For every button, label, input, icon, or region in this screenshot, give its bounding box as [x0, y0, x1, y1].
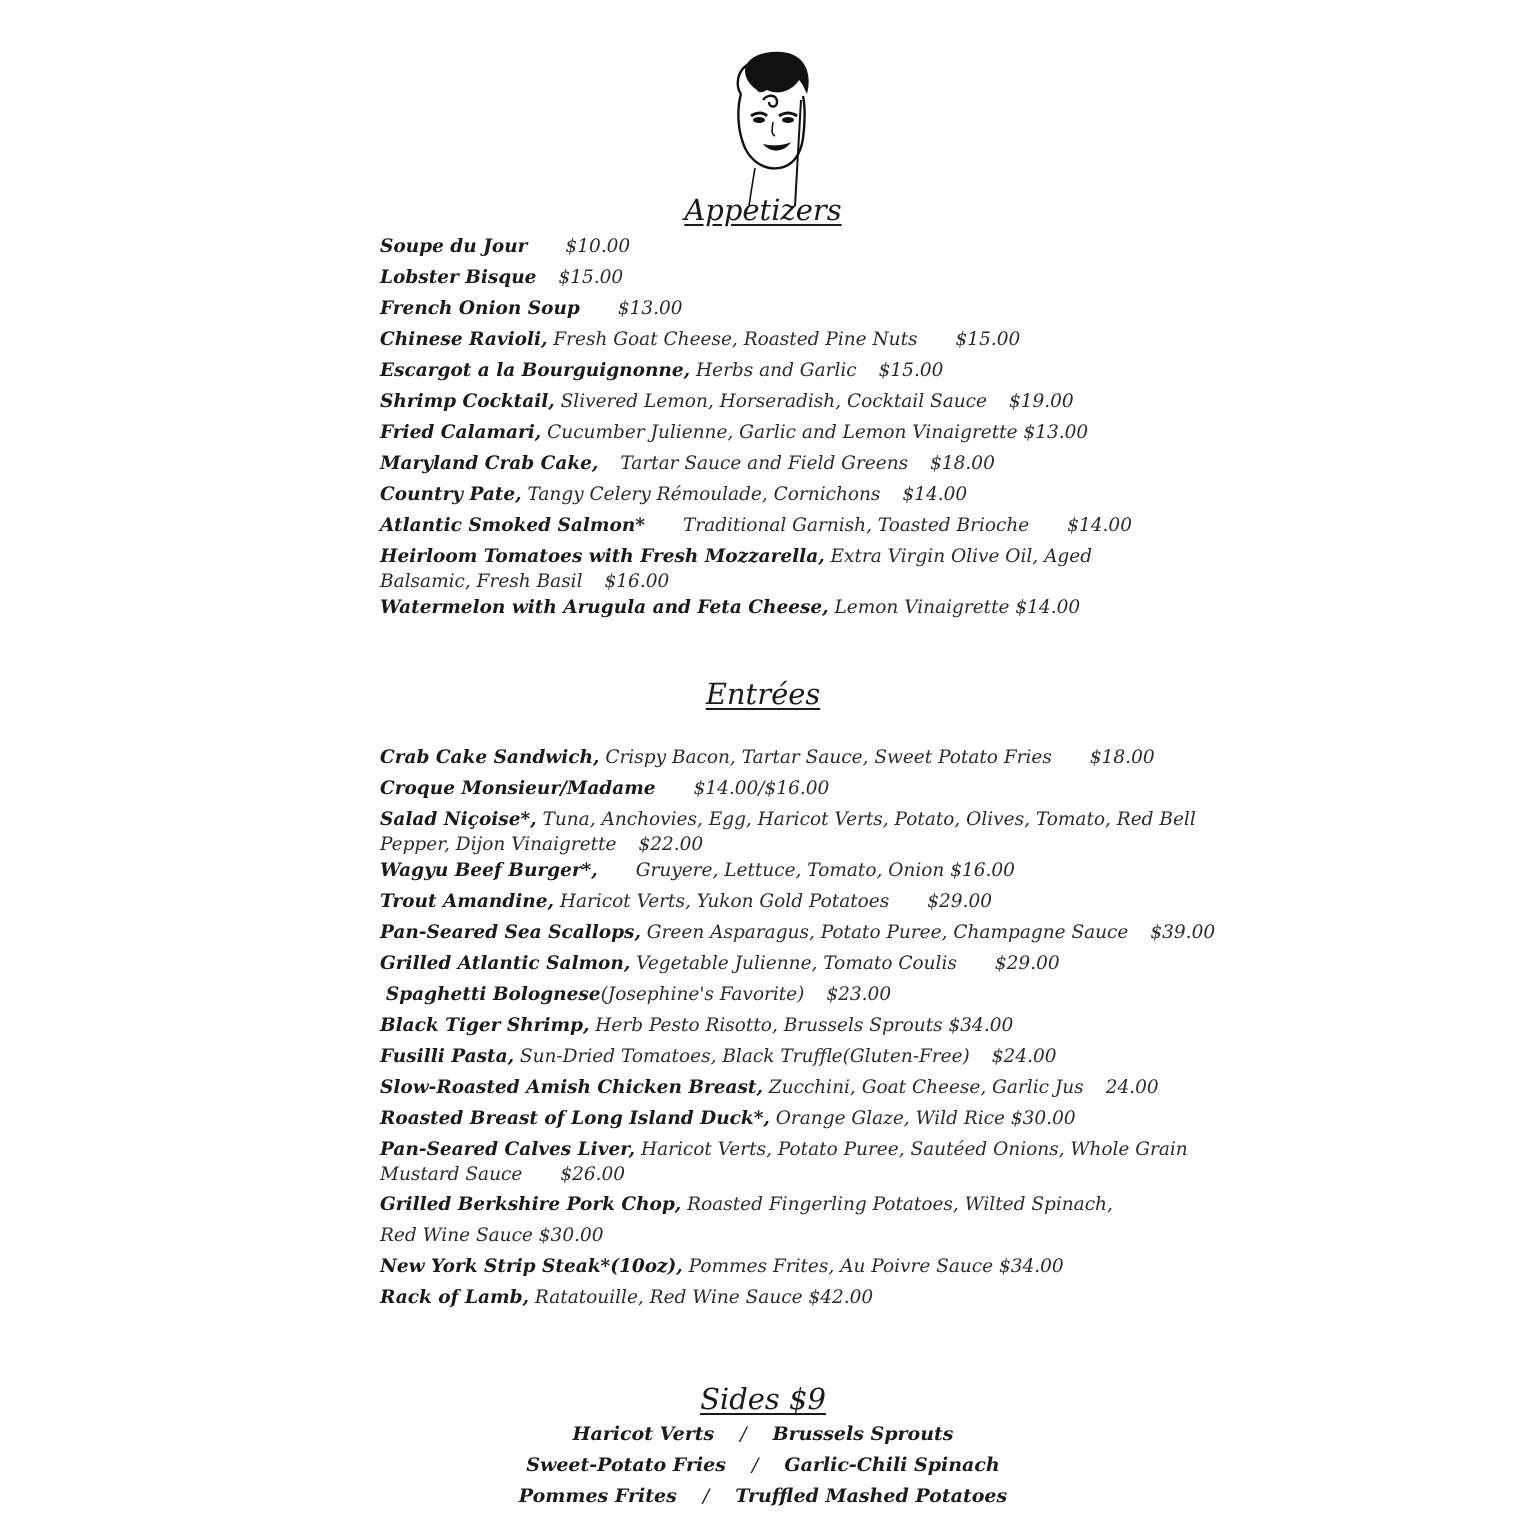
sides-row [0, 1486, 1526, 1517]
menu-item [380, 299, 1140, 330]
item-price: $29.00 [927, 891, 992, 912]
item-name: Atlantic Smoked Salmon* [380, 515, 645, 536]
item-price: $15.00 [955, 329, 1021, 350]
item-description: Roasted Fingerling Potatoes, Wilted Spinach, [687, 1194, 1113, 1215]
item-name: Fusilli Pasta, [380, 1046, 515, 1067]
item-description: Sun-Dried Tomatoes, Black Truffle(Gluten-Free) [519, 1046, 970, 1067]
sides-row [0, 1455, 1526, 1486]
side-separator: / [740, 1423, 747, 1445]
item-description-continued: Mustard Sauce [380, 1164, 523, 1185]
item-price: $24.00 [991, 1046, 1057, 1067]
item-name: Wagyu Beef Burger*, [380, 860, 598, 881]
item-price: $10.00 [565, 236, 631, 257]
item-name: Pan-Seared Calves Liver, [380, 1139, 636, 1160]
item-name: Soupe du Jour [380, 236, 528, 257]
menu-item [380, 485, 1140, 516]
item-name: Heirloom Tomatoes with Fresh Mozzarella, [380, 546, 825, 567]
item-price: $30.00 [1010, 1108, 1076, 1129]
item-name: Maryland Crab Cake, [380, 453, 599, 474]
appetizers-heading: Appetizers [684, 193, 842, 227]
menu-item [380, 547, 1140, 592]
item-price: $19.00 [1008, 391, 1074, 412]
menu-item [380, 268, 1140, 299]
item-name: Grilled Berkshire Pork Chop, [380, 1194, 682, 1215]
item-name: Grilled Atlantic Salmon, [380, 953, 631, 974]
item-description: Green Asparagus, Potato Puree, Champagne Sauce [646, 922, 1129, 943]
item-price: $14.00 [902, 484, 968, 505]
side-separator: / [751, 1454, 759, 1476]
side-item: Garlic-Chili Spinach [784, 1454, 1000, 1476]
menu-item [380, 861, 1140, 892]
side-item: Haricot Verts [572, 1423, 715, 1445]
item-description: (Josephine's Favorite) [600, 984, 805, 1005]
item-price: $18.00 [930, 453, 995, 474]
entrees-heading: Entrées [705, 677, 821, 711]
menu-item [380, 985, 1140, 1016]
item-description: Herb Pesto Risotto, Brussels Sprouts [595, 1015, 943, 1036]
item-name: Chinese Ravioli, [380, 329, 548, 350]
appetizers-list [380, 237, 1140, 629]
entrees-list [380, 747, 1216, 1319]
item-price: $34.00 [948, 1015, 1014, 1036]
item-description: Fresh Goat Cheese, Roasted Pine Nuts [553, 329, 918, 350]
woman-face-logo-icon [727, 50, 823, 208]
item-price: $13.00 [1023, 422, 1089, 443]
menu-item [380, 1288, 1140, 1319]
item-name: Pan-Seared Sea Scallops, [380, 922, 641, 943]
item-price: $34.00 [998, 1256, 1064, 1277]
menu-item [380, 1016, 1140, 1047]
item-name: Trout Amandine, [380, 891, 554, 912]
item-description: Slivered Lemon, Horseradish, Cocktail Sauce [560, 391, 987, 412]
item-price: $13.00 [617, 298, 683, 319]
item-name: Lobster Bisque [380, 267, 537, 288]
item-name: Croque Monsieur/Madame [380, 778, 656, 799]
item-name: New York Strip Steak*(10oz), [380, 1256, 683, 1277]
item-name: Rack of Lamb, [380, 1287, 529, 1308]
menu-item [380, 1077, 1159, 1109]
item-price: $18.00 [1089, 747, 1155, 768]
item-description: Haricot Verts, Potato Puree, Sautéed Onions, Whole Grain [640, 1139, 1188, 1160]
item-description: Pommes Frites, Au Poivre Sauce [688, 1256, 994, 1277]
item-price: $42.00 [808, 1287, 874, 1308]
menu-item [380, 922, 1216, 954]
item-name: Black Tiger Shrimp, [380, 1015, 590, 1036]
menu-item [380, 454, 1140, 485]
item-description: Tuna, Anchovies, Egg, Haricot Verts, Potato, Olives, Tomato, Red Bell [542, 809, 1196, 830]
menu-item [380, 1047, 1140, 1078]
item-price: $22.00 [638, 834, 704, 855]
item-price: $14.00/$16.00 [693, 778, 830, 799]
side-item: Pommes Frites [518, 1485, 677, 1507]
item-name: Roasted Breast of Long Island Duck*, [380, 1108, 770, 1129]
item-description: Haricot Verts, Yukon Gold Potatoes [559, 891, 890, 912]
menu-item [380, 361, 1140, 392]
item-description: Vegetable Julienne, Tomato Coulis [636, 953, 957, 974]
item-description-continued: Balsamic, Fresh Basil [380, 571, 583, 592]
item-name: Shrimp Cocktail, [380, 391, 555, 412]
menu-item [380, 598, 1140, 629]
item-description: Tartar Sauce and Field Greens [620, 453, 909, 474]
menu-item [380, 392, 1140, 423]
menu-item [380, 1139, 1188, 1185]
item-description: Gruyere, Lettuce, Tomato, Onion [635, 860, 945, 881]
item-price: $30.00 [538, 1225, 604, 1246]
item-name: Slow-Roasted Amish Chicken Breast, [380, 1077, 763, 1098]
item-description: Orange Glaze, Wild Rice [775, 1108, 1005, 1129]
item-description: Zucchini, Goat Cheese, Garlic Jus [768, 1077, 1084, 1098]
item-description-continued: Pepper, Dijon Vinaigrette [380, 834, 617, 855]
item-description: Crispy Bacon, Tartar Sauce, Sweet Potato Fries [605, 747, 1052, 768]
menu-item [380, 747, 1155, 779]
menu-item [380, 779, 1140, 810]
side-item: Brussels Sprouts [772, 1423, 954, 1445]
item-price: $16.00 [950, 860, 1015, 881]
menu-item [380, 1257, 1140, 1288]
item-name: Fried Calamari, [380, 422, 542, 443]
menu-item [380, 516, 1140, 547]
item-name: Salad Niçoise*, [380, 809, 537, 830]
item-price: 24.00 [1105, 1077, 1159, 1098]
item-description: Herbs and Garlic [695, 360, 857, 381]
item-description: Extra Virgin Olive Oil, Aged [830, 546, 1093, 567]
item-description: Lemon Vinaigrette [834, 597, 1010, 618]
item-name: Country Pate, [380, 484, 522, 505]
item-description: Cucumber Julienne, Garlic and Lemon Vinaigrette [547, 422, 1018, 443]
item-price: $23.00 [826, 984, 892, 1005]
item-name: Crab Cake Sandwich, [380, 747, 600, 768]
item-price: $14.00 [1015, 597, 1081, 618]
item-price: $26.00 [560, 1164, 626, 1185]
menu-item [380, 1195, 1140, 1246]
side-separator: / [702, 1485, 710, 1507]
side-item: Truffled Mashed Potatoes [735, 1485, 1008, 1507]
item-price: $15.00 [558, 267, 624, 288]
menu-item [380, 237, 1140, 268]
item-name: French Onion Soup [380, 298, 580, 319]
item-price: $39.00 [1150, 922, 1216, 943]
item-name: Spaghetti Bolognese [385, 984, 601, 1005]
item-description: Tangy Celery Rémoulade, Cornichons [527, 484, 881, 505]
menu-item [380, 423, 1140, 454]
menu-item [380, 954, 1140, 985]
sides-list [0, 1424, 1526, 1517]
sides-heading: Sides $9 [700, 1382, 826, 1416]
menu-item [380, 809, 1196, 855]
sides-row [0, 1424, 1526, 1455]
item-description-continued: Red Wine Sauce [380, 1225, 533, 1246]
item-price: $16.00 [604, 571, 670, 592]
item-price: $14.00 [1067, 515, 1132, 536]
item-price: $29.00 [994, 953, 1060, 974]
item-name: Watermelon with Arugula and Feta Cheese, [380, 597, 829, 618]
item-description: Ratatouille, Red Wine Sauce [534, 1287, 803, 1308]
menu-item [380, 1109, 1140, 1140]
side-item: Sweet-Potato Fries [526, 1454, 726, 1476]
menu-item [380, 330, 1140, 361]
item-description: Traditional Garnish, Toasted Brioche [682, 515, 1030, 536]
menu-item [380, 892, 1140, 923]
item-price: $15.00 [878, 360, 944, 381]
item-name: Escargot a la Bourguignonne, [380, 360, 691, 381]
